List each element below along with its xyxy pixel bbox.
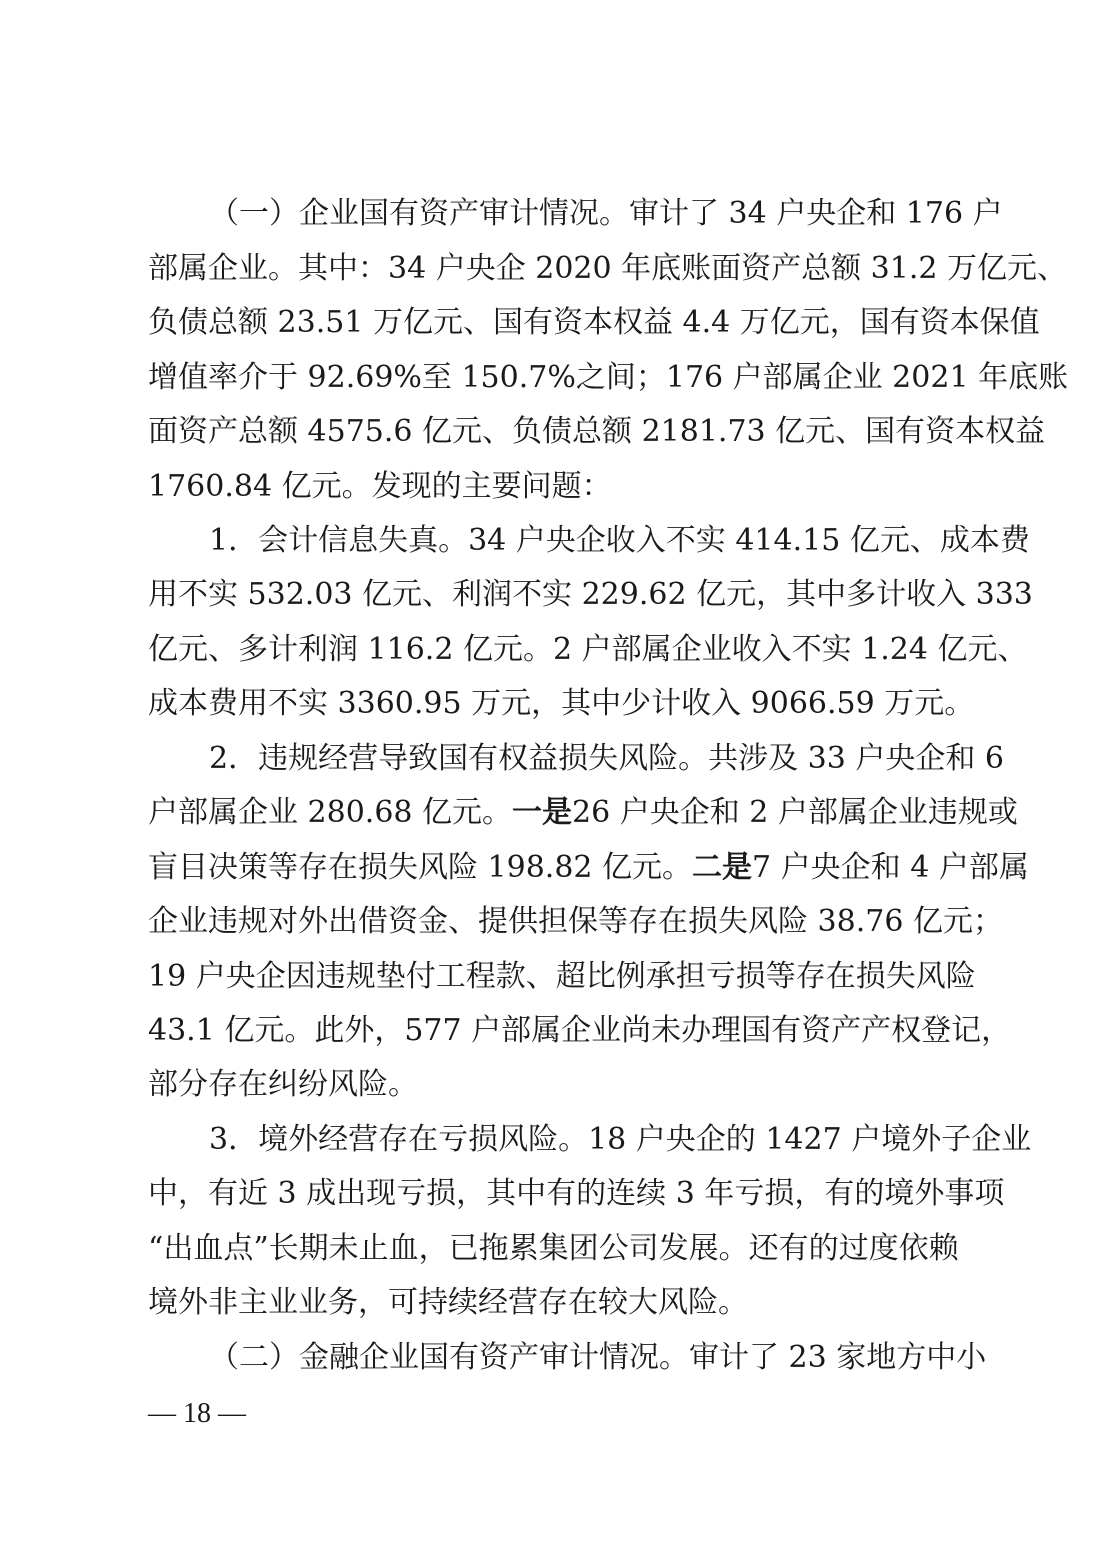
line-segment: 盲目决策等存在损失风险 198.82 亿元。 <box>148 850 693 885</box>
paragraph-line: 用不实 532.03 亿元、利润不实 229.62 亿元，其中多计收入 333 <box>148 577 1033 612</box>
paragraph-line: 面资产总额 4575.6 亿元、负债总额 2181.73 亿元、国有资本权益 <box>148 414 1046 449</box>
paragraph-line: （二）金融企业国有资产审计情况。审计了 23 家地方中小 <box>209 1340 987 1375</box>
paragraph-line <box>148 850 1029 885</box>
paragraph-line: 企业违规对外出借资金、提供担保等存在损失风险 38.76 亿元； <box>148 904 1003 939</box>
page-number: — 18 — <box>148 1398 246 1429</box>
line-segment: 户部属企业 280.68 亿元。 <box>148 795 513 830</box>
paragraph-line: 1760.84 亿元。发现的主要问题： <box>148 469 612 504</box>
paragraph-line: 成本费用不实 3360.95 万元，其中少计收入 9066.59 万元。 <box>148 686 975 721</box>
paragraph-line: “出血点”长期未止血，已拖累集团公司发展。还有的过度依赖 <box>148 1231 959 1266</box>
paragraph-line: 中，有近 3 成出现亏损，其中有的连续 3 年亏损，有的境外事项 <box>148 1176 1005 1211</box>
emphasis-second: 二是 <box>692 850 753 885</box>
paragraph-line: 部分存在纠纷风险。 <box>148 1067 418 1102</box>
paragraph-line: 境外非主业业务，可持续经营存在较大风险。 <box>148 1285 748 1320</box>
emphasis-first: 一是 <box>512 795 573 830</box>
paragraph-line: 43.1 亿元。此外，577 户部属企业尚未办理国有资产产权登记， <box>148 1013 1012 1048</box>
paragraph-line: （一）企业国有资产审计情况。审计了 34 户央企和 176 户 <box>209 196 1003 231</box>
paragraph-line: 3．境外经营存在亏损风险。18 户央企的 1427 户境外子企业 <box>209 1122 1032 1157</box>
paragraph-line: 增值率介于 92.69%至 150.7%之间；176 户部属企业 2021 年底账 <box>148 360 1069 395</box>
line-segment: 26 户央企和 2 户部属企业违规或 <box>572 795 1018 830</box>
paragraph-line: 2．违规经营导致国有权益损失风险。共涉及 33 户央企和 6 <box>209 741 1004 776</box>
line-segment: 7 户央企和 4 户部属 <box>752 850 1029 885</box>
paragraph-line: 亿元、多计利润 116.2 亿元。2 户部属企业收入不实 1.24 亿元、 <box>148 632 1028 667</box>
paragraph-line <box>148 795 1018 830</box>
paragraph-line: 负债总额 23.51 万亿元、国有资本权益 4.4 万亿元，国有资本保值 <box>148 305 1040 340</box>
paragraph-line: 1．会计信息失真。34 户央企收入不实 414.15 亿元、成本费 <box>209 523 1030 558</box>
paragraph-line: 部属企业。其中：34 户央企 2020 年底账面资产总额 31.2 万亿元、 <box>148 251 1067 286</box>
paragraph-line: 19 户央企因违规垫付工程款、超比例承担亏损等存在损失风险 <box>148 959 976 994</box>
